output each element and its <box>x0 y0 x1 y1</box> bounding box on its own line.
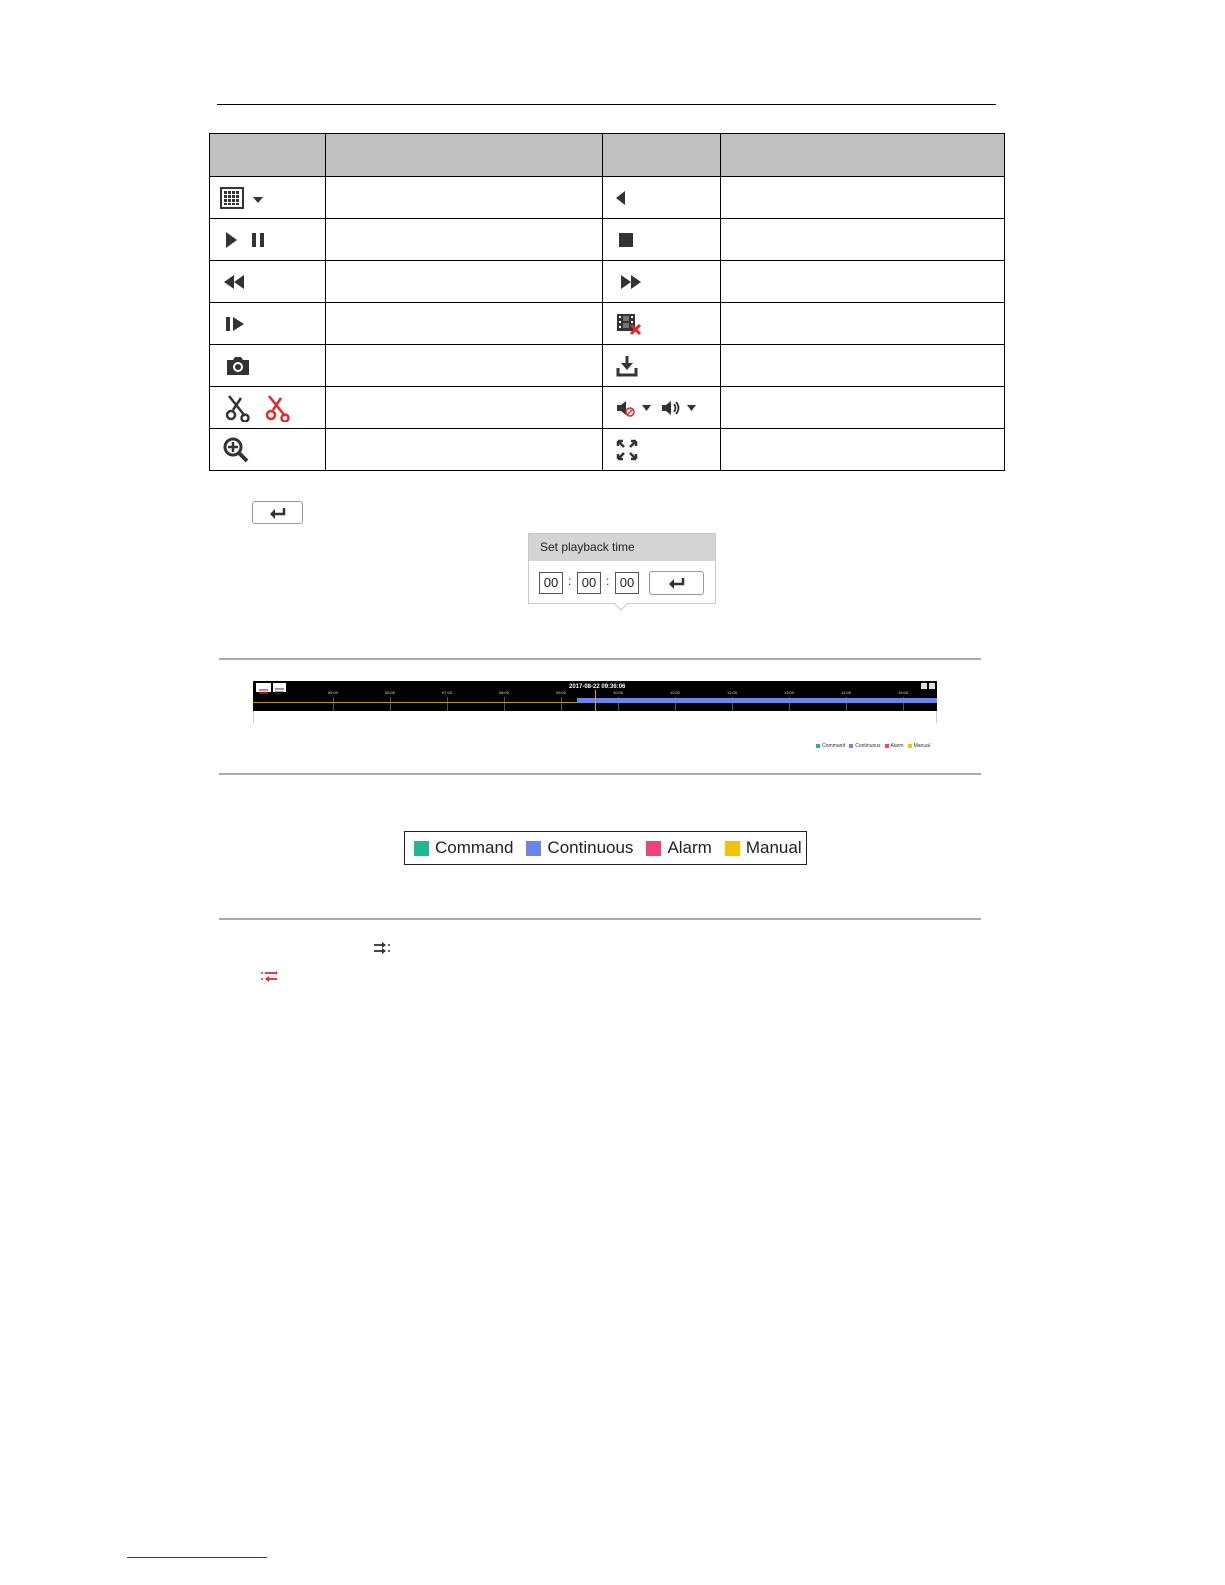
command-swatch <box>414 841 429 856</box>
legend-item-command <box>414 838 513 858</box>
time-separator: : <box>568 574 572 588</box>
timeline-timestamp: 2017-08-22 09:36:06 <box>569 684 626 690</box>
alarm-swatch <box>646 841 661 856</box>
mini-legend-label: Continuous <box>855 743 881 749</box>
mini-legend-label: Manual <box>913 743 930 749</box>
minute-input[interactable]: 00 <box>577 572 601 594</box>
enter-icon <box>269 507 287 519</box>
clip-active-icon[interactable] <box>263 394 291 422</box>
hour-input[interactable]: 00 <box>539 572 563 594</box>
dropdown-arrow-icon[interactable] <box>642 405 651 411</box>
timeline-toggle-button[interactable] <box>256 683 271 692</box>
timeline-tick-line <box>447 697 448 711</box>
window-division-icon[interactable] <box>220 187 244 209</box>
timeline-tick-label: 09:00 <box>556 690 567 695</box>
audio-on-icon[interactable] <box>661 399 681 417</box>
timeline-tick-label: 15:00 <box>898 690 909 695</box>
timeline-tick-label: 08:00 <box>499 690 510 695</box>
continuous-swatch <box>526 841 541 856</box>
legend-label: Manual <box>745 838 802 857</box>
timeline-tick-label: 11:00 <box>670 690 680 695</box>
playhead[interactable] <box>595 690 596 711</box>
timeline-tick-label: 06:00 <box>385 690 396 695</box>
playback-icons-table <box>209 133 1005 471</box>
timeline-track[interactable] <box>253 681 937 711</box>
timeline-legend-strip <box>253 711 937 749</box>
header-desc-col-1 <box>326 134 603 177</box>
digital-zoom-icon[interactable] <box>223 437 249 463</box>
enter-icon <box>668 577 686 589</box>
audio-off-icon[interactable] <box>616 399 636 417</box>
dropdown-arrow-icon[interactable] <box>687 405 696 411</box>
full-screen-icon[interactable] <box>616 439 638 461</box>
timeline-tick-line <box>561 697 562 711</box>
timeline-tick-line <box>333 697 334 711</box>
legend-label: Continuous <box>547 838 634 857</box>
switch-icon[interactable] <box>373 941 391 955</box>
table-row <box>210 219 1005 261</box>
table-row <box>210 303 1005 345</box>
legend-label: Alarm <box>667 838 712 857</box>
second-input[interactable]: 00 <box>615 572 639 594</box>
pause-icon[interactable] <box>250 232 266 248</box>
dropdown-arrow-icon[interactable] <box>252 196 264 204</box>
section-rule <box>219 658 981 660</box>
legend-item-continuous <box>526 838 633 858</box>
timeline-tick-label: 13:00 <box>784 690 795 695</box>
time-separator: : <box>606 574 610 588</box>
table-header-row <box>210 134 1005 177</box>
timeline-extra-button[interactable] <box>273 683 286 692</box>
legend-item-alarm <box>646 838 711 858</box>
zoom-out-button[interactable] <box>921 683 927 689</box>
header-icon-col-2 <box>603 134 721 177</box>
table-row <box>210 345 1005 387</box>
table-row <box>210 177 1005 219</box>
popup-pointer <box>614 603 628 611</box>
timeline-tick-label: 10:00 <box>613 690 624 695</box>
table-row <box>210 261 1005 303</box>
enter-button[interactable] <box>252 501 303 524</box>
fast-forward-icon[interactable] <box>620 274 642 290</box>
stop-icon[interactable] <box>618 232 634 248</box>
download-icon[interactable] <box>616 355 638 377</box>
legend-label: Command <box>435 838 514 857</box>
clip-icon <box>273 687 286 696</box>
table-row <box>210 387 1005 429</box>
continuous-record-segment <box>577 698 937 703</box>
zoom-in-button[interactable] <box>929 683 935 689</box>
timeline-tick-label: 05:00 <box>328 690 339 695</box>
timeline-legend <box>816 743 930 749</box>
section-rule <box>219 918 981 920</box>
reverse-play-icon[interactable] <box>613 190 627 206</box>
timeline-tick-label: 07:00 <box>442 690 453 695</box>
single-frame-icon[interactable] <box>225 316 245 332</box>
section-rule <box>219 773 981 775</box>
mini-legend-label: Alarm <box>890 743 904 749</box>
timeline-tick-label: 12:00 <box>727 690 738 695</box>
play-icon[interactable] <box>224 231 238 249</box>
switch-icon <box>256 687 271 696</box>
timeline-tick-line <box>504 697 505 711</box>
switch-active-icon[interactable] <box>260 969 278 983</box>
timeline-tick-line <box>390 697 391 711</box>
stop-all-icon[interactable] <box>616 312 642 336</box>
capture-icon[interactable] <box>225 355 251 377</box>
slow-forward-icon[interactable] <box>223 274 245 290</box>
mini-legend-label: Command <box>822 743 846 749</box>
clip-icon[interactable] <box>223 394 251 422</box>
playback-timeline[interactable] <box>253 681 937 749</box>
timeline-tick-label: 14:00 <box>841 690 852 695</box>
popup-title: Set playback time <box>529 534 715 561</box>
confirm-time-button[interactable] <box>649 571 704 595</box>
table-row <box>210 429 1005 471</box>
recording-type-legend <box>404 831 807 865</box>
legend-item-manual <box>725 838 802 858</box>
header-rule <box>217 104 996 105</box>
footer-rule <box>127 1557 267 1558</box>
manual-swatch <box>725 841 740 856</box>
header-desc-col-2 <box>721 134 1005 177</box>
header-icon-col-1 <box>210 134 326 177</box>
set-playback-time-popup <box>528 533 716 604</box>
